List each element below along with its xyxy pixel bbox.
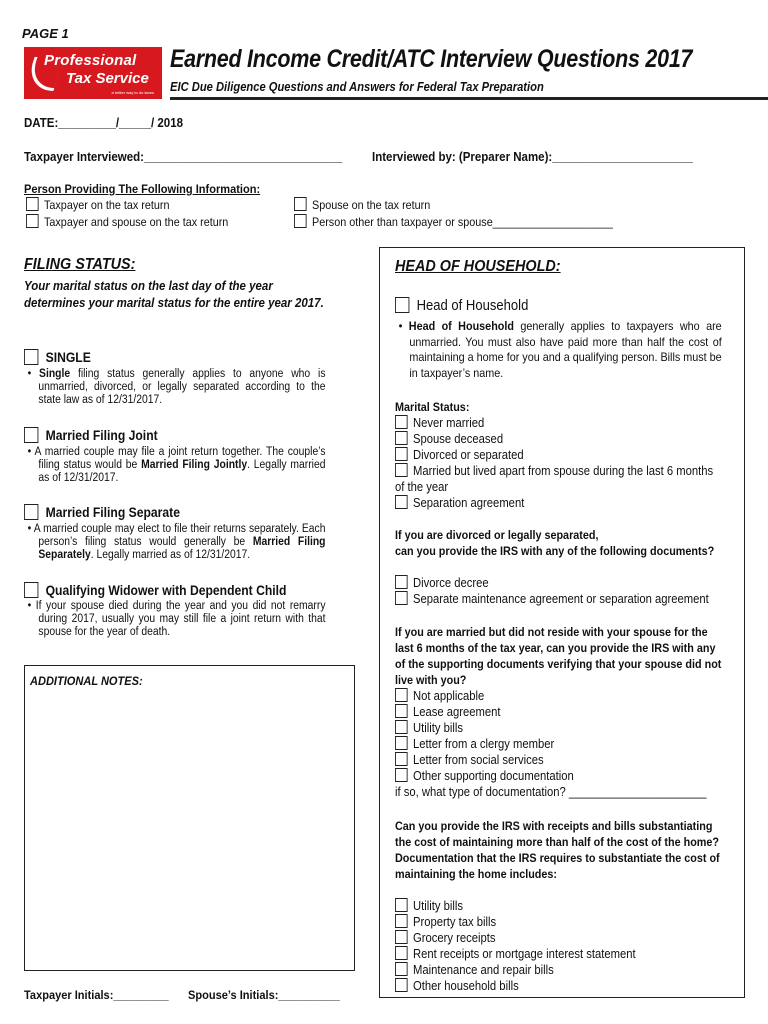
- option-label: Separation agreement: [413, 496, 525, 510]
- married-filing-joint-description: • A married couple may file a joint return together. The couple’s filing status would be Married Filing Jointly. Legally married as of 12/31/2017.: [27, 446, 326, 484]
- description-text: generally applies to taxpayers who are unmarried. You must also have paid more than half the cost of maintaining a home for you and a qualifying person. Bills must be in taxpayer’s name.: [409, 319, 722, 380]
- checkbox[interactable]: [395, 930, 408, 944]
- head-of-household-box: [379, 247, 745, 998]
- checkbox[interactable]: [395, 962, 408, 976]
- married-filing-separate-description: • A married couple may elect to file their returns separately. Each person’s filing status would generally be Married Filing Separately. Legally married as of 12/31/2017.: [27, 523, 326, 561]
- logo-line1: Professional: [44, 52, 137, 69]
- doc-other-supporting[interactable]: [395, 768, 707, 784]
- checkbox[interactable]: [395, 768, 408, 782]
- option-spouse[interactable]: [294, 197, 430, 212]
- marital-status-list: [395, 415, 749, 511]
- doc-divorce-decree[interactable]: [395, 575, 709, 591]
- option-label: Person other than taxpayer or spouse____________________: [312, 215, 613, 229]
- marital-lived-apart[interactable]: [395, 463, 713, 479]
- marital-never-married[interactable]: [395, 415, 713, 431]
- doc-utility-bills[interactable]: [395, 720, 707, 736]
- option-label: Utility bills: [413, 721, 464, 735]
- checkbox[interactable]: [294, 197, 307, 211]
- taxpayer-initials-field[interactable]: Taxpayer Initials:_________: [24, 988, 169, 1002]
- qualifying-widower-description: • If your spouse died during the year and you did not remarry during 2017, usually you may still file a joint return with that spouse for the year of death.: [27, 600, 326, 638]
- option-label: Spouse deceased: [413, 432, 504, 446]
- divorced-question: [395, 527, 728, 559]
- description-text: A married couple may elect to file their returns separately. Each person’s filing status would generally be: [33, 523, 326, 548]
- option-label: Letter from a clergy member: [413, 737, 555, 751]
- option-label: Not applicable: [413, 689, 485, 703]
- option-label: Property tax bills: [413, 915, 497, 929]
- checkbox[interactable]: [395, 752, 408, 766]
- description-text: . Legally married as of 12/31/2017.: [38, 459, 326, 484]
- head-of-household-option[interactable]: [395, 297, 528, 314]
- doc-separation-agreement[interactable]: [395, 591, 709, 607]
- bold-term: Head of Household: [408, 319, 514, 333]
- divorced-documents-list: [395, 575, 744, 607]
- option-taxpayer-and-spouse[interactable]: [26, 214, 228, 229]
- checkbox[interactable]: [395, 704, 408, 718]
- checkbox[interactable]: [395, 575, 408, 589]
- single-option[interactable]: [24, 349, 91, 365]
- option-label: Letter from social services: [413, 753, 544, 767]
- checkbox[interactable]: [395, 431, 408, 445]
- checkbox[interactable]: [395, 495, 408, 509]
- checkbox[interactable]: [395, 297, 409, 313]
- option-label: Married Filing Separate: [45, 505, 180, 520]
- checkbox[interactable]: [395, 591, 408, 605]
- option-label: Other household bills: [413, 979, 519, 993]
- marital-divorced-separated[interactable]: [395, 447, 713, 463]
- checkbox[interactable]: [395, 946, 408, 960]
- checkbox[interactable]: [395, 898, 408, 912]
- option-label: Qualifying Widower with Dependent Child: [45, 583, 287, 598]
- option-label: Grocery receipts: [413, 931, 496, 945]
- checkbox[interactable]: [395, 415, 408, 429]
- question-line: the cost of maintaining more than half of the cost of the home? Documentation that the IRS requires to substantiate the cost of maintaining the home includes:: [395, 835, 720, 881]
- option-other-person[interactable]: [294, 214, 613, 229]
- married-filing-separate-option[interactable]: [24, 504, 180, 520]
- header-rule: [170, 97, 768, 100]
- spouse-initials-field[interactable]: Spouse’s Initials:__________: [188, 988, 340, 1002]
- receipts-list: [395, 898, 662, 994]
- description-text: A married couple may file a joint return together. The couple’s filing status would be: [34, 446, 326, 471]
- documentation-type-field[interactable]: if so, what type of documentation? ______________________: [395, 785, 707, 799]
- married-filing-joint-option[interactable]: [24, 427, 158, 443]
- option-label: SINGLE: [45, 350, 91, 365]
- marital-spouse-deceased[interactable]: [395, 431, 713, 447]
- taxpayer-interviewed-field[interactable]: Taxpayer Interviewed:_______________________________: [24, 150, 343, 164]
- option-label: Spouse on the tax return: [312, 198, 431, 212]
- doc-lease-agreement[interactable]: [395, 704, 707, 720]
- option-label: Taxpayer and spouse on the tax return: [44, 215, 229, 229]
- receipts-question: [395, 818, 728, 882]
- checkbox[interactable]: [294, 214, 307, 228]
- person-providing-label: Person Providing The Following Information:: [24, 182, 261, 196]
- married-apart-question: If you are married but did not reside with your spouse for the last 6 months of the tax year, can you provide the IRS with any of the supporting documents verifying that your spouse did not live with you?: [395, 625, 722, 687]
- description-text: If your spouse died during the year and you did not remarry during 2017, usually you may still file a joint return with that spouse for the year of death.: [35, 600, 326, 638]
- option-label: Never married: [413, 416, 485, 430]
- doc-clergy-letter[interactable]: [395, 736, 707, 752]
- option-label: Lease agreement: [413, 705, 501, 719]
- option-label: Other supporting documentation: [413, 769, 574, 783]
- checkbox[interactable]: [395, 447, 408, 461]
- receipt-maintenance[interactable]: [395, 962, 636, 978]
- checkbox[interactable]: [395, 688, 408, 702]
- option-label: Taxpayer on the tax return: [44, 198, 170, 212]
- bold-term: Married Filing Separately: [38, 536, 326, 561]
- checkbox[interactable]: [26, 197, 39, 211]
- option-taxpayer[interactable]: [26, 197, 169, 212]
- date-field[interactable]: DATE:_________/_____/ 2018: [24, 116, 184, 130]
- receipt-utility-bills[interactable]: [395, 898, 636, 914]
- checkbox[interactable]: [24, 427, 38, 443]
- page-label: PAGE 1: [22, 26, 69, 41]
- head-of-household-heading: HEAD OF HOUSEHOLD:: [395, 258, 561, 275]
- question-line: Can you provide the IRS with receipts and bills substantiating: [395, 819, 713, 833]
- option-label: Head of Household: [416, 298, 529, 314]
- bold-term: Married Filing Jointly: [141, 459, 248, 471]
- marital-lived-apart-continuation: of the year: [395, 480, 449, 494]
- option-label: Separate maintenance agreement or separation agreement: [413, 592, 709, 606]
- option-label: Rent receipts or mortgage interest statement: [413, 947, 636, 961]
- head-of-household-description: • Head of Household generally applies to taxpayers who are unmarried. You must also have paid more than half the cost of maintaining a home for you and a qualifying person. Bills must be in taxpayer’s name.: [398, 319, 722, 380]
- doc-not-applicable[interactable]: [395, 688, 707, 704]
- receipt-grocery[interactable]: [395, 930, 636, 946]
- filing-status-heading: FILING STATUS:: [24, 256, 136, 273]
- checkbox[interactable]: [26, 214, 39, 228]
- option-label: Divorce decree: [413, 576, 489, 590]
- document-subtitle: EIC Due Diligence Questions and Answers for Federal Tax Preparation: [170, 79, 544, 94]
- logo-tagline: a better way to do taxes: [111, 90, 154, 95]
- single-description: • Single filing status generally applies to anyone who is unmarried, divorced, or legally separated according to the state law as of 12/31/2017.: [27, 368, 326, 406]
- company-logo: [24, 47, 162, 99]
- marital-separation-agreement[interactable]: [395, 495, 713, 511]
- married-apart-documents-list: [395, 688, 741, 800]
- logo-line2: Tax Service: [66, 70, 149, 87]
- checkbox[interactable]: [395, 978, 408, 992]
- option-label: Utility bills: [413, 899, 464, 913]
- option-label: Maintenance and repair bills: [413, 963, 554, 977]
- interviewed-by-field[interactable]: Interviewed by: (Preparer Name):______________________: [372, 150, 693, 164]
- doc-social-services-letter[interactable]: [395, 752, 707, 768]
- marital-status-label: Marital Status:: [395, 400, 470, 414]
- checkbox[interactable]: [395, 914, 408, 928]
- question-line: can you provide the IRS with any of the following documents?: [395, 544, 715, 558]
- description-text: filing status generally applies to anyone who is unmarried, divorced, or legally separated according to the state law as of 12/31/2017.: [38, 368, 326, 406]
- bold-term: Single: [39, 368, 71, 380]
- document-title: Earned Income Credit/ATC Interview Questions 2017: [170, 45, 693, 73]
- receipt-rent-mortgage[interactable]: [395, 946, 636, 962]
- checkbox[interactable]: [395, 736, 408, 750]
- additional-notes-title: ADDITIONAL NOTES:: [30, 674, 143, 688]
- qualifying-widower-option[interactable]: [24, 582, 286, 598]
- receipt-property-tax[interactable]: [395, 914, 636, 930]
- checkbox[interactable]: [24, 349, 38, 365]
- description-text: . Legally married as of 12/31/2017.: [90, 549, 251, 561]
- checkbox[interactable]: [24, 582, 38, 598]
- option-label: Divorced or separated: [413, 448, 524, 462]
- filing-status-intro: Your marital status on the last day of the year determines your marital status for the entire year 2017.: [24, 279, 324, 310]
- additional-notes-box[interactable]: [24, 665, 355, 971]
- receipt-other-household[interactable]: [395, 978, 636, 994]
- question-line: If you are divorced or legally separated,: [395, 528, 599, 542]
- option-label: Married but lived apart from spouse during the last 6 months: [413, 464, 714, 478]
- checkbox[interactable]: [24, 504, 38, 520]
- option-label: Married Filing Joint: [45, 428, 158, 443]
- checkbox[interactable]: [395, 463, 408, 477]
- checkbox[interactable]: [395, 720, 408, 734]
